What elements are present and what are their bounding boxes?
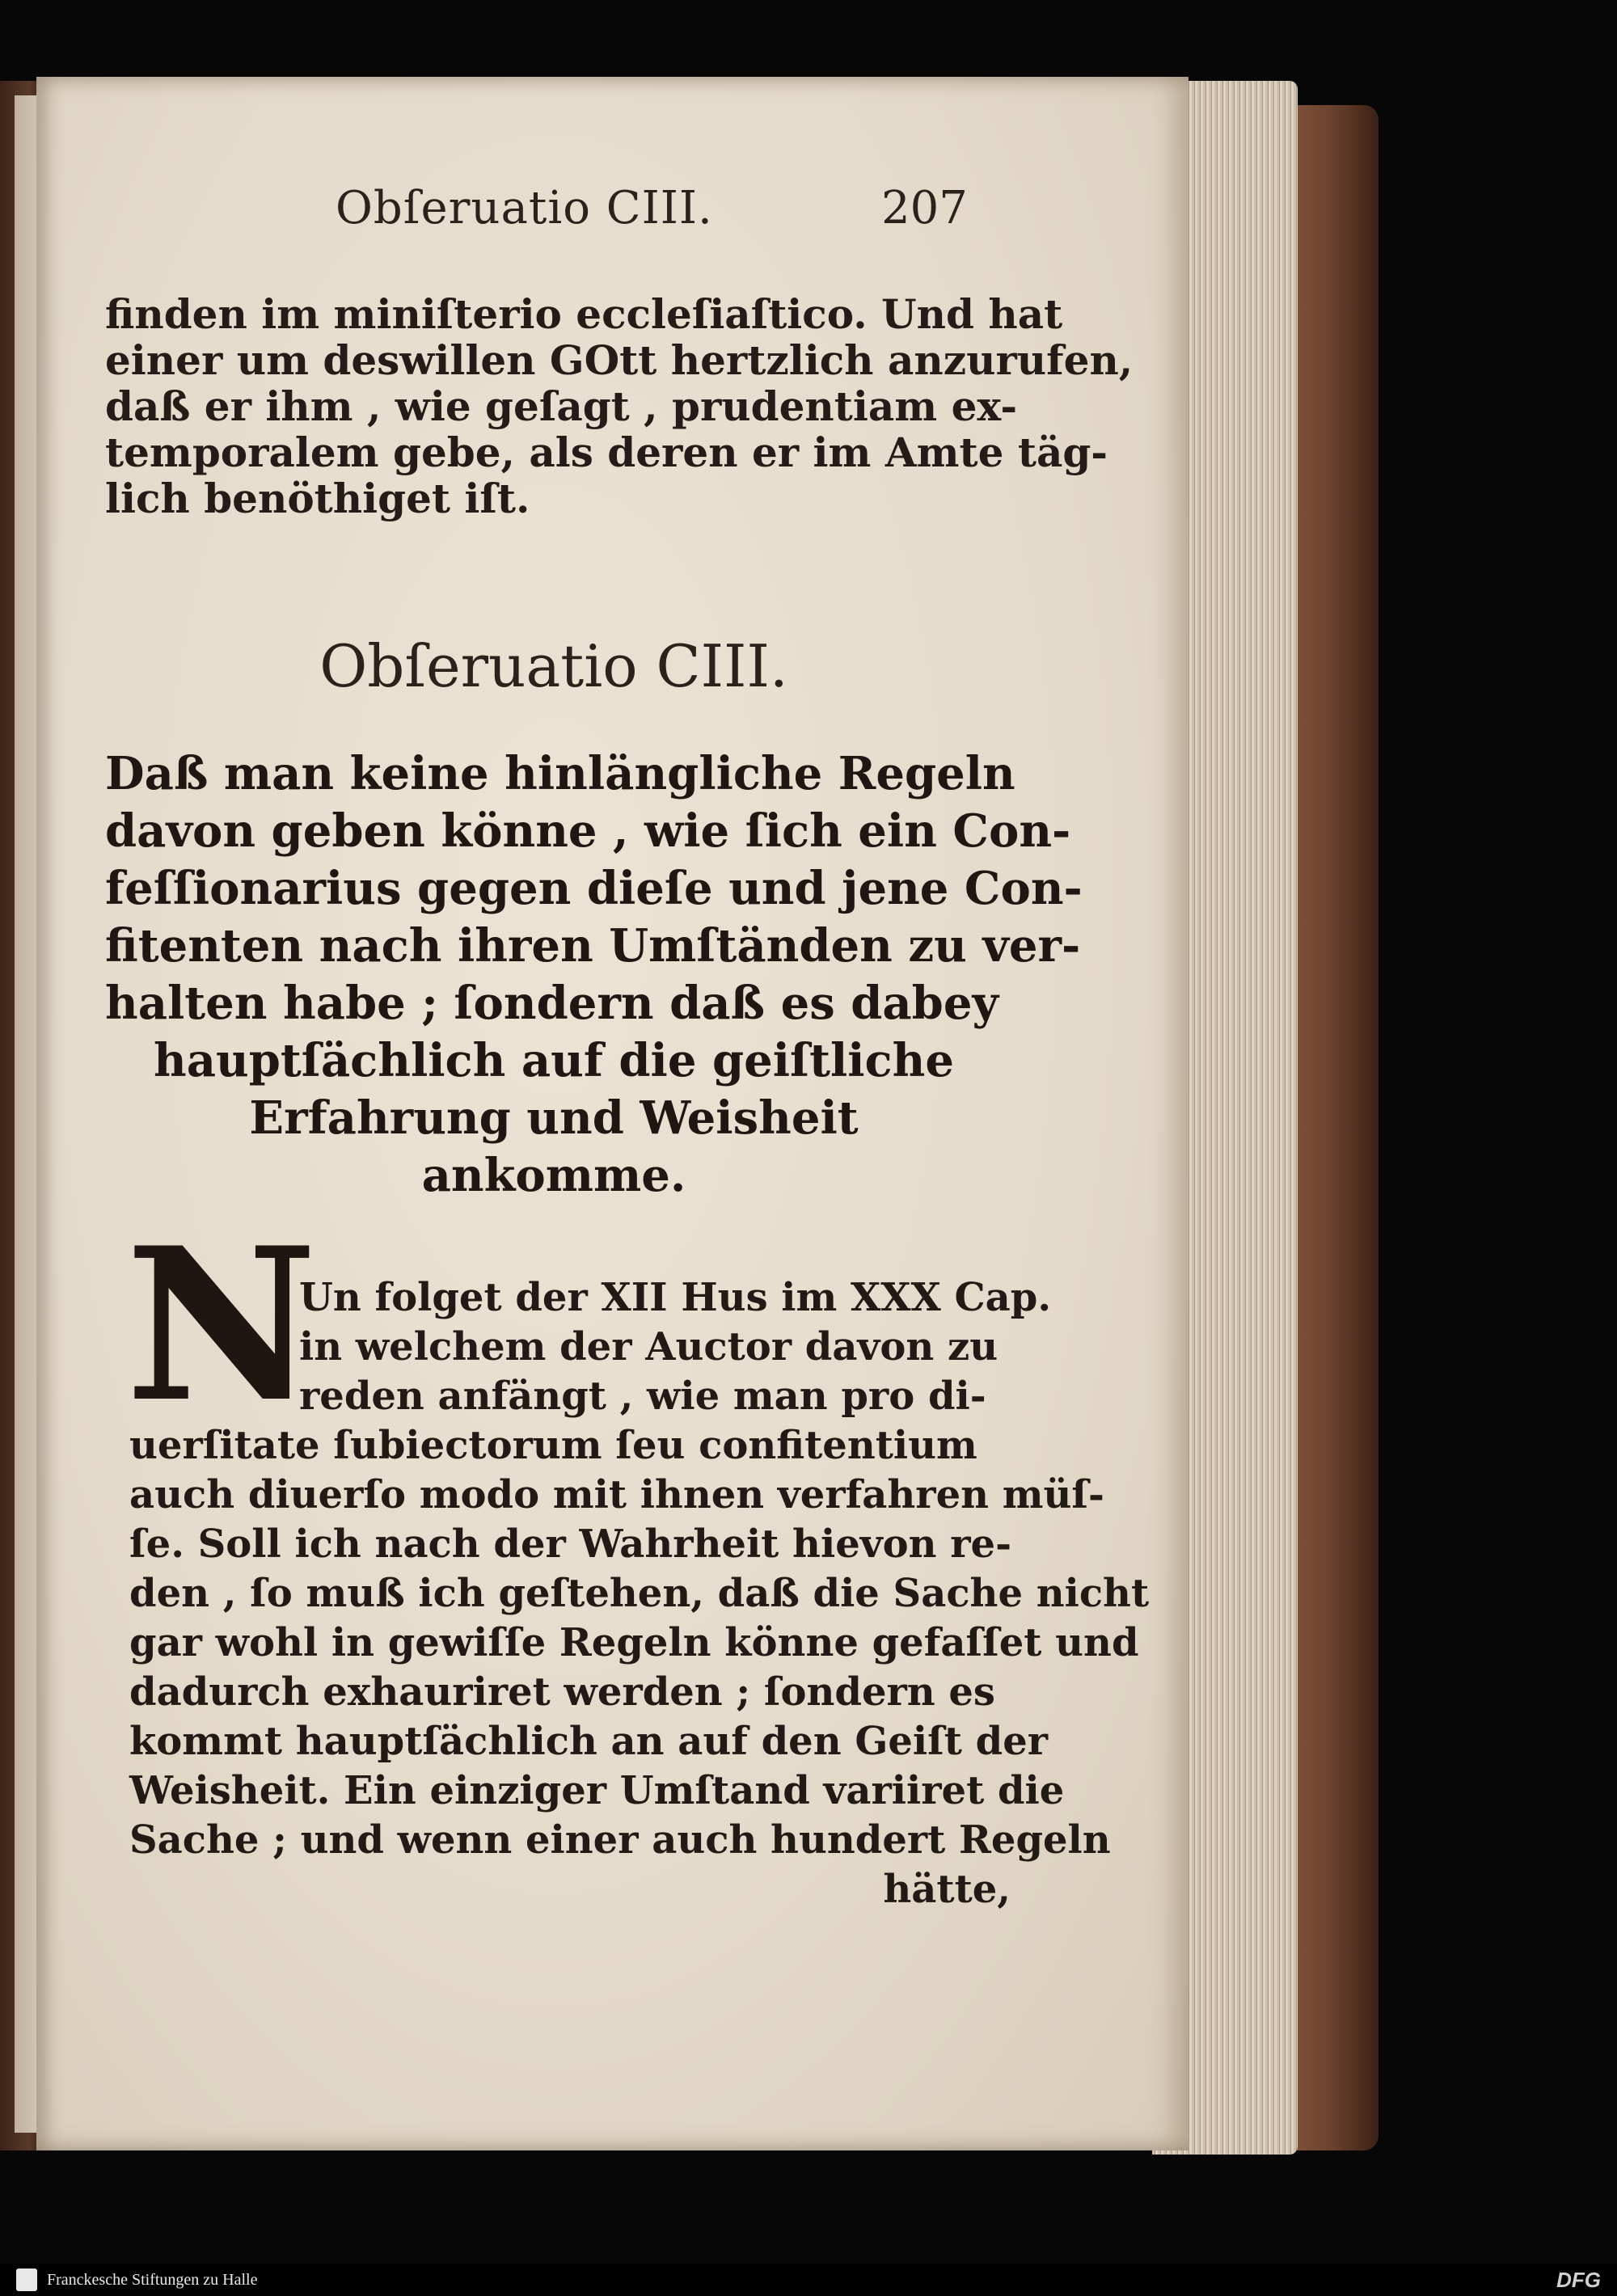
text-line: einer um deswillen GOtt hertzlich anzurufen, xyxy=(105,336,1134,384)
subheading-line: feſſionarius gegen dieſe und jene Con- xyxy=(105,862,1083,915)
text-line: finden im miniſterio eccleſiaſtico. Und hat xyxy=(105,290,1063,338)
subheading-line: hauptſächlich auf die geiſtliche xyxy=(154,1034,954,1087)
body-line: ſe. Soll ich nach der Wahrheit hievon re- xyxy=(129,1522,1011,1567)
body-line: Un folget der XII Hus im XXX Cap. xyxy=(299,1275,1052,1320)
body-line: auch diuerſo modo mit ihnen verfahren müſ- xyxy=(129,1472,1104,1517)
body-line: kommt hauptſächlich an auf den Geiſt der xyxy=(129,1719,1049,1764)
text-line: temporalem gebe, als deren er im Amte täg- xyxy=(105,428,1108,476)
body-line: gar wohl in gewiſſe Regeln könne gefaſſet und xyxy=(129,1620,1139,1665)
running-head-title: Obſeruatio CIII. xyxy=(336,182,713,234)
running-head xyxy=(323,182,970,247)
subheading-line: fitenten nach ihren Umſtänden zu ver- xyxy=(105,919,1081,973)
body-line: den , ſo muß ich geſtehen, daß die Sache nicht xyxy=(129,1571,1150,1616)
body-line: reden anfängt , wie man pro di- xyxy=(299,1374,986,1419)
institution-name: Franckesche Stiftungen zu Halle xyxy=(47,2271,258,2289)
text-line: daß er ihm , wie geſagt , prudentiam ex- xyxy=(105,382,1018,430)
body-line: uerſitate ſubiectorum ſeu confitentium xyxy=(129,1423,977,1468)
body-line: Sache ; und wenn einer auch hundert Regeln xyxy=(129,1817,1111,1863)
body-paragraph xyxy=(129,1273,1150,1914)
section-heading: Obſeruatio CIII. xyxy=(319,632,788,700)
carryover-paragraph xyxy=(105,290,1134,522)
institution-logo-icon xyxy=(16,2269,37,2291)
body-line: dadurch exhauriret werden ; ſondern es xyxy=(129,1669,995,1715)
subheading-line: Daß man keine hinlängliche Regeln xyxy=(105,747,1015,800)
text-line: lich benöthiget iſt. xyxy=(105,475,530,522)
subheading-line: ankomme. xyxy=(421,1149,686,1202)
subheading-line: halten habe ; ſondern daß es dabey xyxy=(105,977,998,1030)
section-subheading xyxy=(105,745,1083,1205)
drop-initial: N xyxy=(125,1202,318,1449)
body-line: in welchem der Auctor davon zu xyxy=(299,1324,998,1370)
viewer-footer xyxy=(0,2264,1617,2296)
catchword: hätte, xyxy=(883,1867,1011,1912)
subheading-line: Erfahrung und Weisheit xyxy=(249,1091,859,1145)
body-line: Weisheit. Ein einziger Umſtand variiret die xyxy=(129,1768,1065,1813)
dfg-logo: DFG xyxy=(1556,2268,1601,2292)
page-number: 207 xyxy=(881,182,968,234)
subheading-line: davon geben könne , wie ſich ein Con- xyxy=(105,804,1071,858)
